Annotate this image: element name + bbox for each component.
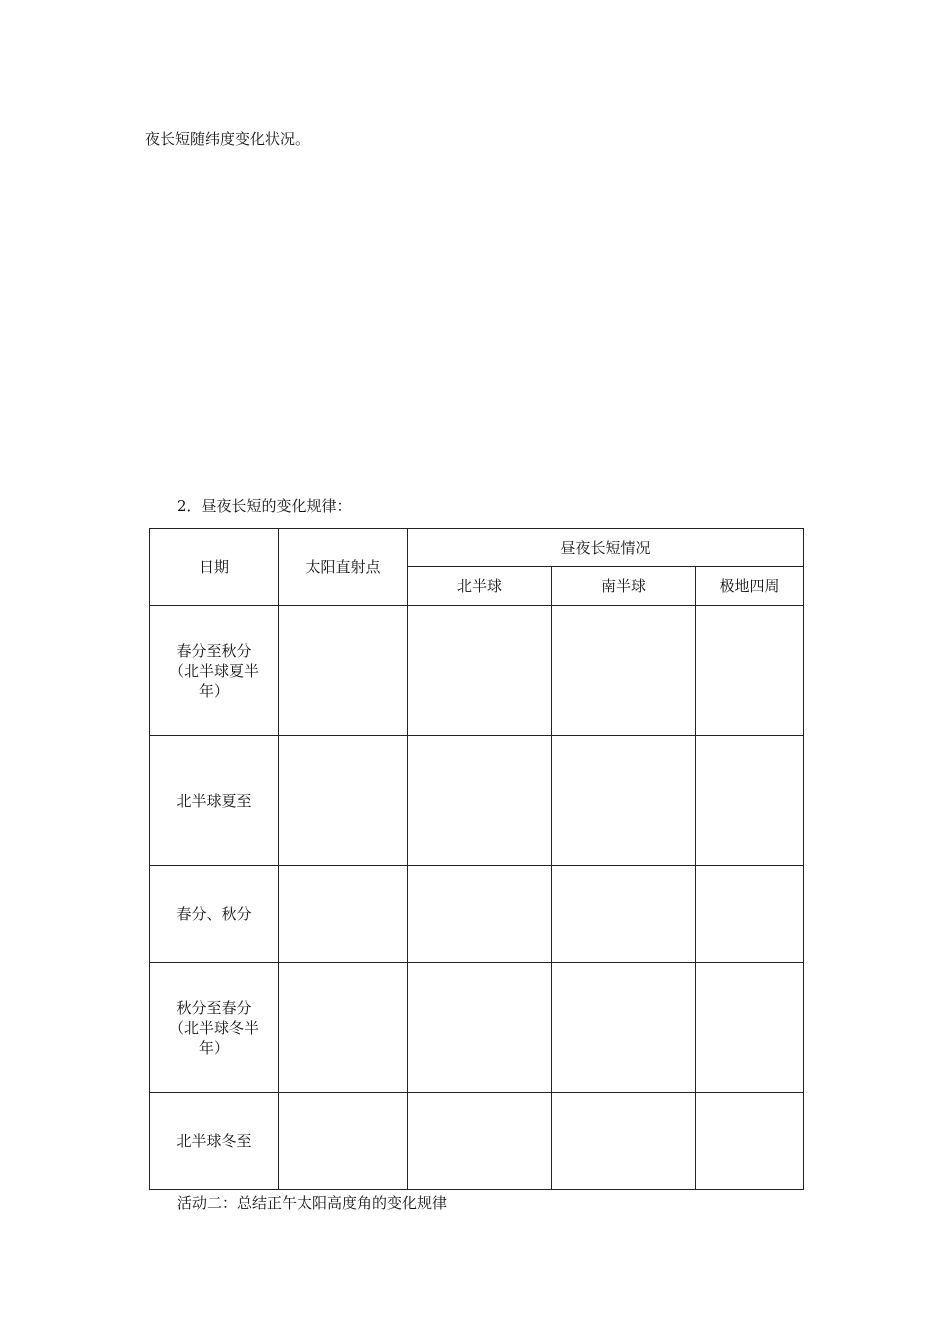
direct-point-cell[interactable]	[279, 963, 408, 1093]
table-row	[150, 866, 804, 963]
south-hemisphere-cell[interactable]	[552, 736, 696, 866]
direct-point-cell[interactable]	[279, 736, 408, 866]
table-row	[150, 1093, 804, 1190]
north-hemisphere-cell[interactable]	[408, 963, 552, 1093]
polar-region-cell[interactable]	[696, 736, 804, 866]
south-hemisphere-cell[interactable]	[552, 1093, 696, 1190]
intro-text-line: 夜长短随纬度变化状况。	[145, 130, 311, 148]
header-south-hemisphere: 南半球	[552, 567, 696, 606]
row-date-cell	[150, 1093, 279, 1190]
south-hemisphere-cell[interactable]	[552, 866, 696, 963]
south-hemisphere-cell[interactable]	[552, 606, 696, 736]
date-line: 秋分至春分	[176, 998, 252, 1017]
date-line: 春分、秋分	[176, 905, 252, 923]
table-header-row	[150, 529, 804, 567]
header-north-hemisphere: 北半球	[408, 567, 552, 606]
row-date-cell	[150, 963, 279, 1093]
polar-region-cell[interactable]	[696, 866, 804, 963]
header-date: 日期	[150, 529, 279, 606]
header-direct-point: 太阳直射点	[279, 529, 408, 606]
north-hemisphere-cell[interactable]	[408, 736, 552, 866]
date-line: 北半球夏至	[176, 791, 252, 810]
north-hemisphere-cell[interactable]	[408, 866, 552, 963]
row-date-cell	[150, 606, 279, 736]
row-date-cell	[150, 736, 279, 866]
date-line: 北半球冬至	[176, 1132, 252, 1150]
day-night-table	[149, 528, 804, 1190]
date-line: 年）	[198, 1038, 229, 1057]
header-day-night-group: 昼夜长短情况	[408, 529, 804, 567]
polar-region-cell[interactable]	[696, 606, 804, 736]
direct-point-cell[interactable]	[279, 1093, 408, 1190]
date-line: （北半球夏半	[168, 661, 259, 680]
polar-region-cell[interactable]	[696, 1093, 804, 1190]
header-polar-region: 极地四周	[696, 567, 804, 606]
date-line: （北半球冬半	[168, 1018, 259, 1037]
north-hemisphere-cell[interactable]	[408, 1093, 552, 1190]
north-hemisphere-cell[interactable]	[408, 606, 552, 736]
south-hemisphere-cell[interactable]	[552, 963, 696, 1093]
date-line: 春分至秋分	[176, 641, 252, 660]
direct-point-cell[interactable]	[279, 606, 408, 736]
activity-two-heading: 活动二：总结正午太阳高度角的变化规律	[177, 1194, 448, 1212]
polar-region-cell[interactable]	[696, 963, 804, 1093]
date-line: 年）	[198, 681, 229, 700]
table-row	[150, 736, 804, 866]
table-row	[150, 606, 804, 736]
row-date-cell	[150, 866, 279, 963]
direct-point-cell[interactable]	[279, 866, 408, 963]
table-row	[150, 963, 804, 1093]
section-heading: 2．昼夜长短的变化规律：	[177, 497, 352, 515]
